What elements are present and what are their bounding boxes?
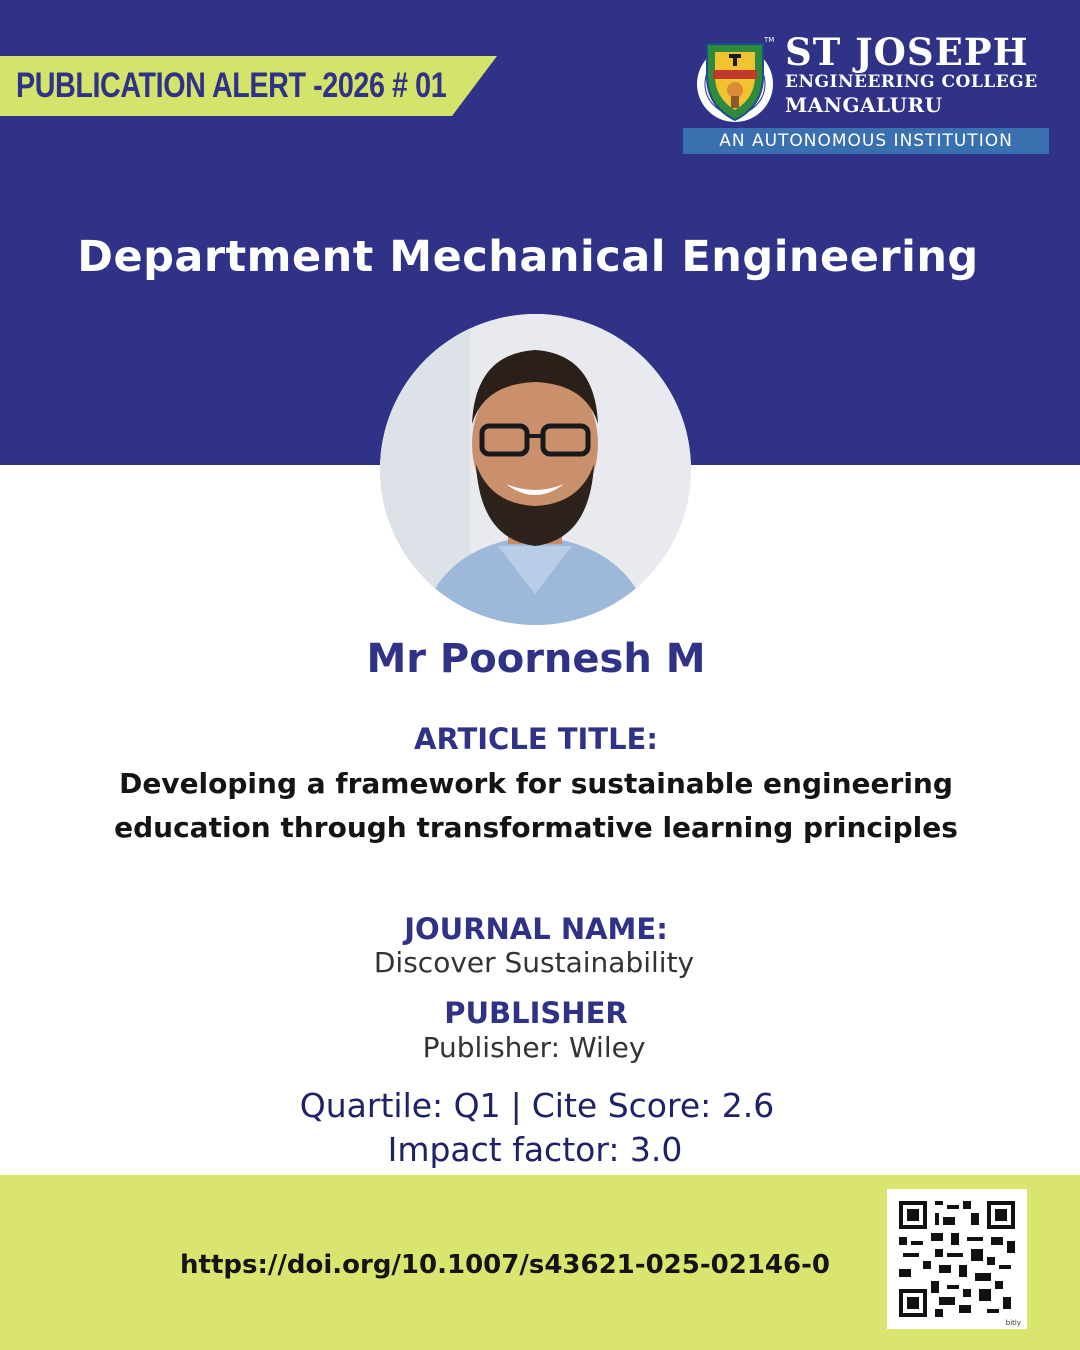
quartile-value: Quartile: Q1 <box>299 1086 501 1125</box>
college-name <box>785 32 1038 117</box>
college-logo <box>683 32 1049 156</box>
publisher-name: Publisher: Wiley <box>422 1031 646 1064</box>
article-title: Developing a framework for sustainable engineering education through transformative learning principles <box>114 767 958 844</box>
qr-code-icon[interactable] <box>887 1189 1027 1329</box>
publication-alert-ribbon <box>0 56 497 116</box>
metrics-row <box>0 1086 1074 1125</box>
publisher-label: PUBLISHER <box>444 996 628 1030</box>
impact-factor-value: Impact factor: 3.0 <box>387 1130 683 1169</box>
metrics-separator: | <box>510 1086 522 1125</box>
author-photo <box>380 314 691 625</box>
college-name-line1: ST JOSEPH <box>785 30 1029 74</box>
trademark-mark: TM <box>764 36 775 44</box>
autonomous-institution-badge: AN AUTONOMOUS INSTITUTION <box>683 128 1049 154</box>
journal-name: Discover Sustainability <box>373 946 695 979</box>
college-crest-icon <box>693 36 777 126</box>
qr-caption: bitly <box>1005 1319 1021 1327</box>
doi-link[interactable]: https://doi.org/10.1007/s43621-025-02146-0 <box>180 1250 830 1280</box>
author-name: Mr Poornesh M <box>366 636 706 682</box>
college-name-line2: ENGINEERING COLLEGE <box>785 72 1038 92</box>
department-title: Department Mechanical Engineering <box>77 232 979 282</box>
article-title-label: ARTICLE TITLE: <box>414 722 658 756</box>
cite-score-value: Cite Score: 2.6 <box>531 1086 775 1125</box>
college-name-line3: MANGALURU <box>785 93 943 117</box>
publication-alert-label: PUBLICATION ALERT -2026 # 01 <box>16 66 447 105</box>
journal-name-label: JOURNAL NAME: <box>404 912 668 946</box>
